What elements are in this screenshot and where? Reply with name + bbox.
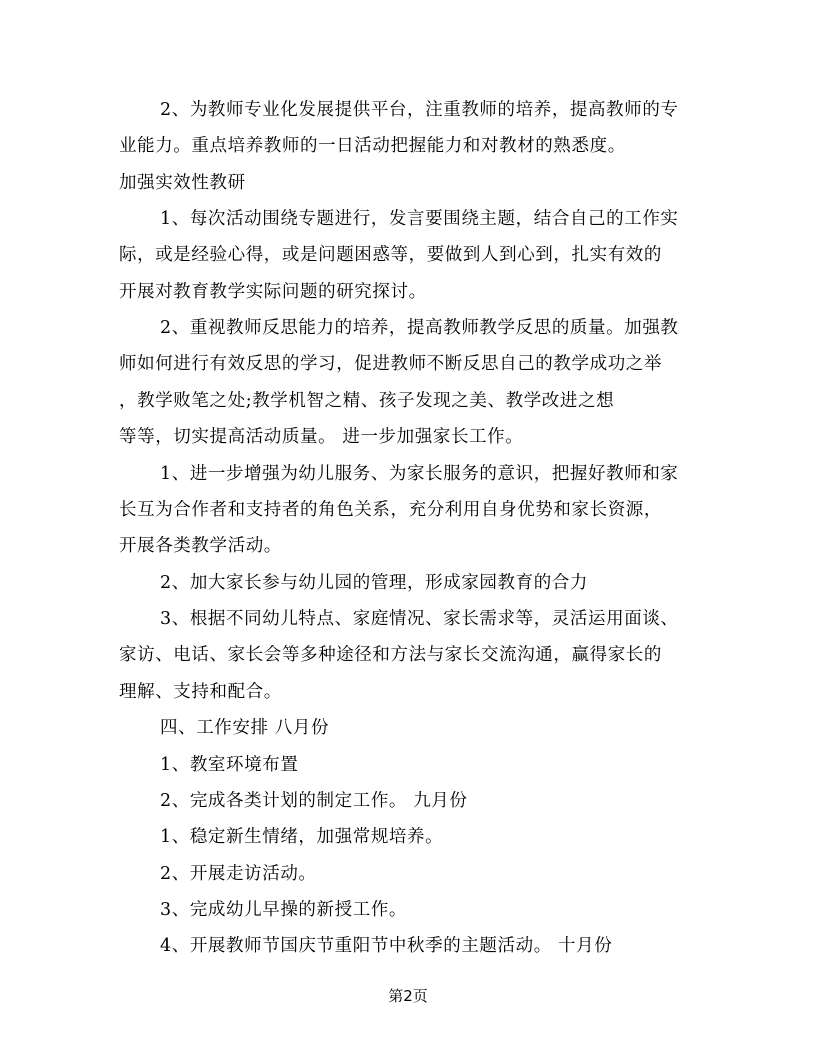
text-line: 2、完成各类计划的制定工作。 九月份 (160, 791, 468, 811)
text-line: 3、完成幼儿早操的新授工作。 (160, 900, 408, 920)
text-line: 1、稳定新生情绪，加强常规培养。 (160, 827, 444, 847)
text-line: 开展对教育教学实际问题的研究探讨。 (119, 282, 427, 302)
text-line: 2、为教师专业化发展提供平台，注重教师的培养，提高教师的专 (160, 100, 679, 120)
section-heading: 四、工作安排 八月份 (160, 718, 330, 738)
section-heading: 加强实效性教研 (119, 173, 246, 193)
text-line: 业能力。重点培养教师的一日活动把握能力和对教材的熟悉度。 (119, 136, 626, 156)
text-line: 等等，切实提高活动质量。 进一步加强家长工作。 (119, 427, 524, 447)
text-line: ，教学败笔之处;教学机智之精、孩子发现之美、教学改进之想 (119, 391, 615, 411)
text-line: 理解、支持和配合。 (119, 682, 282, 702)
text-line: 长互为合作者和支持者的角色关系，充分利用自身优势和家长资源， (119, 500, 662, 520)
text-line: 2、加大家长参与幼儿园的管理，形成家园教育的合力 (160, 573, 589, 593)
text-line: 1、每次活动围绕专题进行，发言要围绕主题，结合自己的工作实 (160, 209, 679, 229)
text-line: 1、教室环境布置 (160, 755, 299, 775)
text-line: 4、开展教师节国庆节重阳节中秋季的主题活动。 十月份 (160, 936, 613, 956)
text-line: 师如何进行有效反思的学习，促进教师不断反思自己的教学成功之举 (119, 354, 662, 374)
text-line: 2、开展走访活动。 (160, 864, 317, 884)
text-line: 家访、电话、家长会等多种途径和方法与家长交流沟通，赢得家长的 (119, 645, 662, 665)
text-line: 3、根据不同幼儿特点、家庭情况、家长需求等，灵活运用面谈、 (160, 609, 679, 629)
text-line: 开展各类教学活动。 (119, 536, 282, 556)
text-line: 际，或是经验心得，或是问题困惑等，要做到人到心到，扎实有效的 (119, 245, 662, 265)
page-number: 第2页 (388, 987, 428, 1005)
text-line: 1、进一步增强为幼儿服务、为家长服务的意识，把握好教师和家 (160, 464, 679, 484)
text-line: 2、重视教师反思能力的培养，提高教师教学反思的质量。加强教 (160, 318, 679, 338)
